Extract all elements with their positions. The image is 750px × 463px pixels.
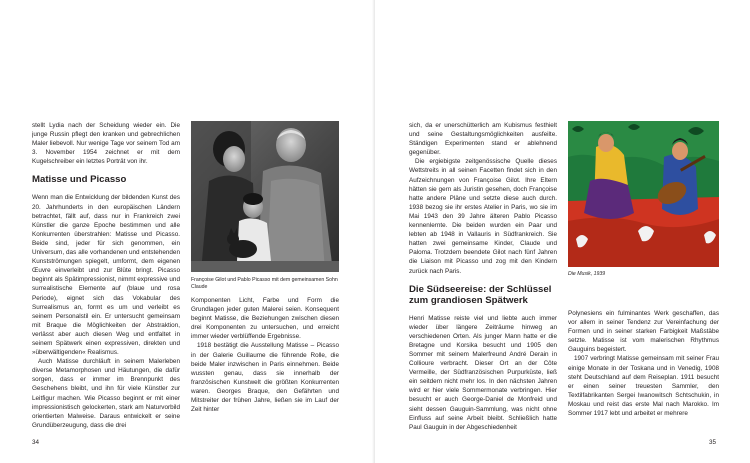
paragraph-polynesien: Polynesiens ein fulminantes Werk geschaffen, das vor allem in seiner Tendenz zur Vereinfachung der Formen und in seiner starken Farbigkeit Maßstäbe setzte. Matisse ist vom malerischen Rhythmus Gauguins begeistert. [568,310,719,354]
paragraph-lydia: stellt Lydia nach der Scheidung wieder ein. Die junge Russin pflegt den kranken und gebrechlichen Maler liebevoll. Nur wenige Tage vor seinem Tod am 3. November 1954 zeichnet er mit dem Kugelschreiber ein letztes Porträt von ihr. [32,122,180,166]
heading-suedseereise: Die Südseereise: der Schlüssel zum grandiosen Spätwerk [409,283,552,306]
paragraph-kubismus: sich, da er unerschütterlich am Kubismus festhielt und seine Gestaltungsmöglichkeiten ausfeilte. Ständigen Experimenten stand er ablehnend gegenüber. [409,122,557,157]
photo-gilot-picasso [191,121,339,272]
painting-die-musik-image [568,121,719,267]
paragraph-reisen: Henri Matisse reiste viel und liebte auch immer wieder über längere Zeiträume hinweg an verschiedenen Orten. Als junger Mann hatte er die Bretagne und Korsika besucht und 1905 den Sommer mit seinem Malerfreund André Derain in Collioure verbracht. Dieser Ort an der Côte Vermeille, der Südfranzösischen Purpurküste, ließ ein seitdem nicht mehr los. In den nächsten Jahren wird er hier viele Sommermonate verbringen. Hier besucht er auch George-Daniel de Monfreid und sieht dessen Gauguin-Sammlung, was nicht ohne Einfluss auf seine Arbeit bleibt. Schließlich hatte Paul Gauguin in der Abgeschiedenheit [409,314,557,431]
right-page-column-1 [409,121,557,439]
right-page-column-2 [568,309,719,439]
left-page-column-2 [191,296,339,439]
paragraph-entwicklung: Wenn man die Entwicklung der bildenden Kunst des 20. Jahrhunderts in den europäischen Ländern betrachtet, fällt auf, dass nur in Frankreich zwei Künstler die ganze Epoche bestimmen und alle Konkurrenten überstrahlen: Matisse und Picasso. Beide sind, jeder für sich genommen, ein Universum, das alle vorhandenen und entstehenden Kunstströmungen spiegelt, umformt, dem eigenen Œuvre einverleibt und zur Blüte bringt. Picasso beginnt als Spätimpressionist, nimmt expressive und surrealistische Elemente auf (blaue und rosa Periode), eignet sich das Vokabular des Surrealismus an, formt es um und verleibt es seinem Personalstil ein. Er untersucht gemeinsam mit Braque die Möglichkeiten der Abstraktion, verlässt aber auch diesen Weg und entfaltet in seinem Spätwerk einen expressiven, direkten und »überwältigenden« Realismus. [32,194,180,357]
page-number-right: 35 [709,439,717,446]
photo-caption: Françoise Gilot und Pablo Picasso mit dem gemeinsamen Sohn Claude [191,277,338,291]
page-number-left: 34 [32,439,40,446]
paragraph-komponenten: Komponenten Licht, Farbe und Form die Grundlagen jeder guten Malerei seien. Konsequent beginnt Matisse, die Beziehungen zwischen diesen drei Komponenten zu untersuchen, und erreicht immer wieder verblüffende Ergebnisse. [191,297,339,341]
paragraph-1907: 1907 verbringt Matisse gemeinsam mit seiner Frau einige Monate in der Toskana und in Venedig, 1908 steht Deutschland auf dem Reiseplan. 1911 besucht er einen seiner treuesten Sammler, den Textilfabrikanten Sergei Iwanowitsch Schtschukin, in Moskau und reist das erste Mal nach Marokko. Im Sommer 1917 lebt und arbeitet er mehrere [568,355,719,418]
paragraph-gilot: Die ergiebigste zeitgenössische Quelle dieses Wettstreits in all seinen Facetten findet sich in den Aufzeichnungen von Françoise Gilot. Ihre Eltern hätten sie gern als Juristin gesehen, doch Françoise hatte andere Pläne und setzte diese auch durch. 1938 bezog sie ihr erstes Atelier in Paris, wo sie im Mai 1943 den 39 Jahre älteren Pablo Picasso kennenlernte. Die beiden wurden ein Paar und lebten ab 1948 in Vallauris in Südfrankreich. Sie hatten zwei gemeinsame Kinder, Claude und Paloma. Trotzdem beendete Gilot nach fünf Jahren die Liaison mit Picasso und zog mit den Kindern zurück nach Paris. [409,158,557,275]
right-page [375,0,750,463]
painting-die-musik [568,121,719,267]
left-page-column-1 [32,121,180,439]
heading-matisse-und-picasso: Matisse und Picasso [32,174,127,186]
painting-caption-text: Die Musik, 1939 [568,271,606,277]
paragraph-ausstellung-1918: 1918 bestätigt die Ausstellung Matisse – Picasso in der Galerie Guillaume die führende Rolle, die beide Maler inzwischen in Paris einnehmen. Beide wussten genau, dass sie innerhalb der französischen Kunstwelt die größten Konkurrenten waren. Georges Braque, den Gefährten und Mitstreiter der frühen Jahre, ließen sie im Lauf der Zeit hinter [191,342,339,414]
paragraph-metamorphosen: Auch Matisse durchläuft in seinem Malerleben diverse Metamorphosen und Häutungen, die dafür sorgen, dass er immer im Brennpunkt des Geschehens bleibt, und ihn für viele Künstler zur Leitfigur machen. Wie Picasso beginnt er mit einer impressionistisch gelockerten, stark am Naturvorbild orientierten Malweise. Daraus entwickelt er seine Grundüberzeugung, dass die drei [32,358,180,429]
painting-caption [568,271,719,278]
photo-gilot-picasso-image [191,121,339,272]
